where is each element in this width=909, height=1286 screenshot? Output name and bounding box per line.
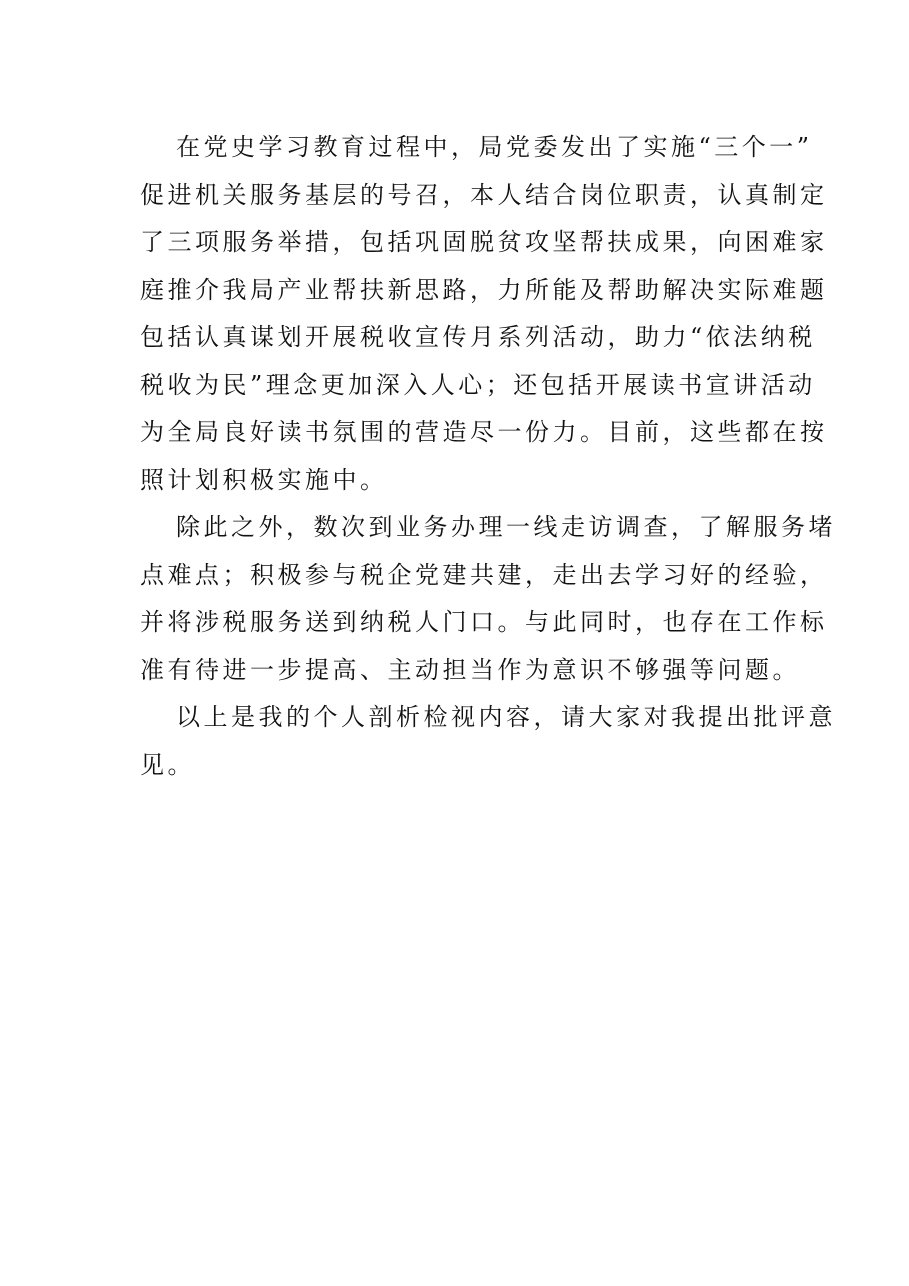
paragraph-line: 除此之外，数次到业务办理一线走访调查，了解服务堵 [176,513,836,541]
paragraph-line: 税收为民”理念更加深入人心；还包括开展读书宣讲活动 [140,370,816,399]
paragraph-line: 点难点；积极参与税企党建共建，走出去学习好的经验， [140,560,828,589]
paragraph-line: 准有待进一步提高、主动担当作为意识不够强等问题。 [140,655,800,684]
paragraph-line: 包括认真谋划开展税收宣传月系列活动，助力“依法纳税 [140,323,816,351]
paragraph-line: 促进机关服务基层的号召，本人结合岗位职责，认真制定 [140,180,828,209]
paragraph-line: 并将涉税服务送到纳税人门口。与此同时，也存在工作标 [140,608,828,636]
paragraph-line: 庭推介我局产业帮扶新思路，力所能及帮助解决实际难题 [140,275,828,304]
paragraph-line: 为全局良好读书氛围的营造尽一份力。目前，这些都在按 [140,418,828,446]
paragraph-line: 了三项服务举措，包括巩固脱贫攻坚帮扶成果，向困难家 [140,228,828,256]
paragraph-line: 见。 [140,750,195,779]
paragraph-1 [140,124,828,504]
paragraph-2 [140,504,836,694]
document-body [140,124,836,789]
paragraph-line: 以上是我的个人剖析检视内容，请大家对我提出批评意 [176,703,836,731]
paragraph-line: 在党史学习教育过程中，局党委发出了实施“三个一” [176,133,813,161]
paragraph-3 [140,694,836,789]
paragraph-line: 照计划积极实施中。 [140,465,388,494]
